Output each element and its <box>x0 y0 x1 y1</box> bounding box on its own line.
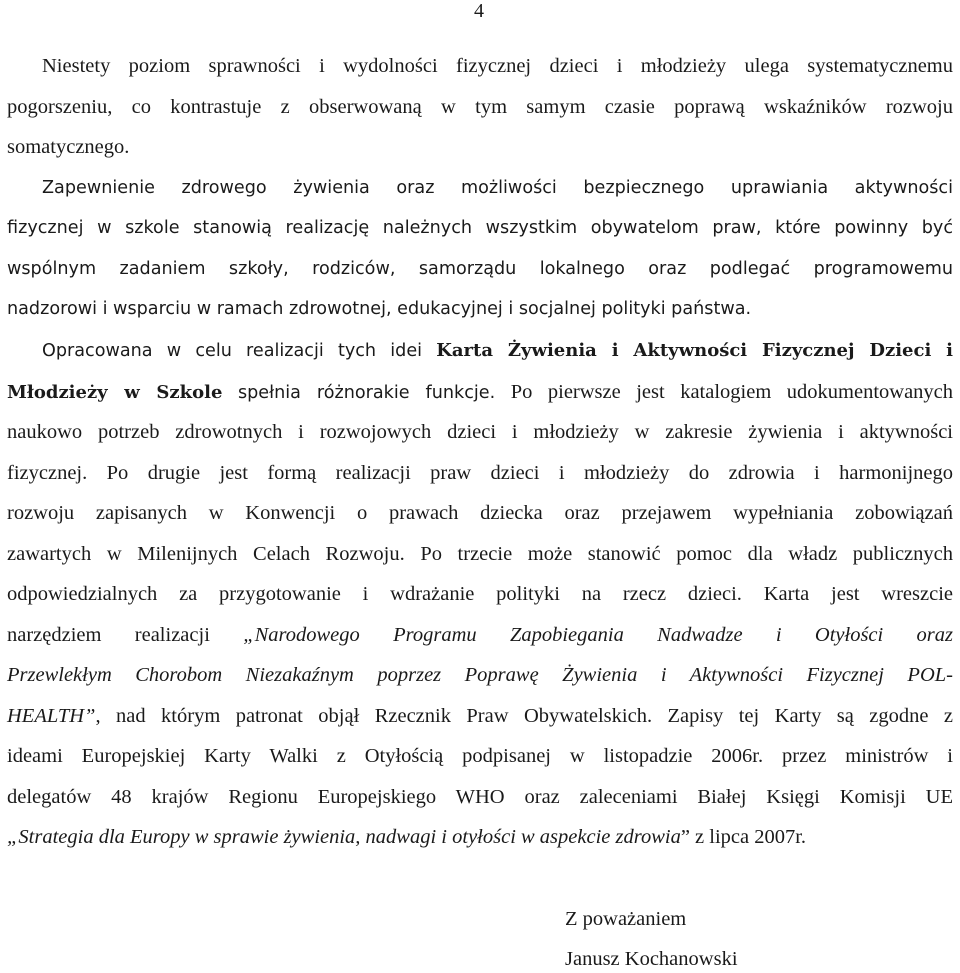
charter-title-cont: Młodzieży w Szkole <box>7 382 223 403</box>
text-line: delegatów 48 krajów Regionu Europejskiego WHO oraz zaleceniami Białej Księgi Komisji UE <box>7 786 953 808</box>
text-span: narzędziem realizacji <box>7 624 210 646</box>
text-line: wspólnym zadaniem szkoły, rodziców, samorządu lokalnego oraz podlegać programowemu <box>7 259 953 279</box>
text-span: fizycznej. <box>7 462 88 484</box>
text-span: , nad którym patronat objął Rzecznik Praw Obywatelskich. Zapisy tej Karty są zgodne z <box>95 705 953 727</box>
text-line <box>42 337 953 365</box>
text-span: zawartych w Milenijnych Celach Rozwoju. <box>7 543 405 565</box>
text-span: Opracowana w celu realizacji tych idei <box>42 341 423 361</box>
text-line <box>7 378 953 407</box>
text-line: Niestety poziom sprawności i wydolności fizycznej dzieci i młodzieży ulega systematycznemu <box>42 55 953 77</box>
text-span: Po drugie jest formą realizacji praw dzieci i młodzieży do zdrowia i harmonijnego <box>106 462 954 484</box>
text-line <box>7 823 953 851</box>
charter-title: Karta Żywienia i Aktywności Fizycznej Dzieci i <box>436 340 954 361</box>
text-line <box>7 459 953 487</box>
program-title: „Narodowego Programu Zapobiegania Nadwadze i Otyłości oraz <box>243 624 953 646</box>
text-span: Po pierwsze jest katalogiem udokumentowanych <box>510 381 954 403</box>
text-line: rozwoju zapisanych w Konwencji o prawach dziecka oraz przejawem wypełniania zobowiązań <box>7 502 953 524</box>
text-line: ideami Europejskiej Karty Walki z Otyłością podpisanej w listopadzie 2006r. przez ministrów i <box>7 745 953 767</box>
text-line: somatycznego. <box>7 136 130 158</box>
text-span: ” z lipca 2007r. <box>680 826 807 848</box>
text-line <box>7 540 953 568</box>
text-line <box>7 702 953 730</box>
text-line <box>7 621 953 649</box>
program-title-end: HEALTH” <box>7 705 96 727</box>
closing-phrase: Z poważaniem <box>565 908 687 930</box>
text-span: Po trzecie może stanowić pomoc dla władz publicznych <box>420 543 953 565</box>
program-title-cont: Przewlekłym Chorobom Niezakaźnym poprzez Poprawę Żywienia i Aktywności Fizycznej POL- <box>7 664 953 686</box>
signatory-name: Janusz Kochanowski <box>565 948 738 970</box>
text-line: pogorszeniu, co kontrastuje z obserwowaną w tym samym czasie poprawą wskaźników rozwoju <box>7 96 953 118</box>
text-line: odpowiedzialnych za przygotowanie i wdrażanie polityki na rzecz dzieci. Karta jest wreszcie <box>7 583 953 605</box>
page-number: 4 <box>474 0 484 22</box>
text-line: naukowo potrzeb zdrowotnych i rozwojowych dzieci i młodzieży w zakresie żywienia i aktywności <box>7 421 953 443</box>
text-span: spełnia różnorakie funkcje. <box>237 383 496 403</box>
text-line: Zapewnienie zdrowego żywienia oraz możliwości bezpiecznego uprawiania aktywności <box>42 178 953 198</box>
text-line: nadzorowi i wsparciu w ramach zdrowotnej, edukacyjnej i socjalnej polityki państwa. <box>7 299 752 319</box>
text-line: fizycznej w szkole stanowią realizację należnych wszystkim obywatelom praw, które powinny być <box>7 218 953 238</box>
strategy-title: „Strategia dla Europy w sprawie żywienia, nadwagi i otyłości w aspekcie zdrowia <box>7 826 681 848</box>
text-line <box>7 661 953 689</box>
